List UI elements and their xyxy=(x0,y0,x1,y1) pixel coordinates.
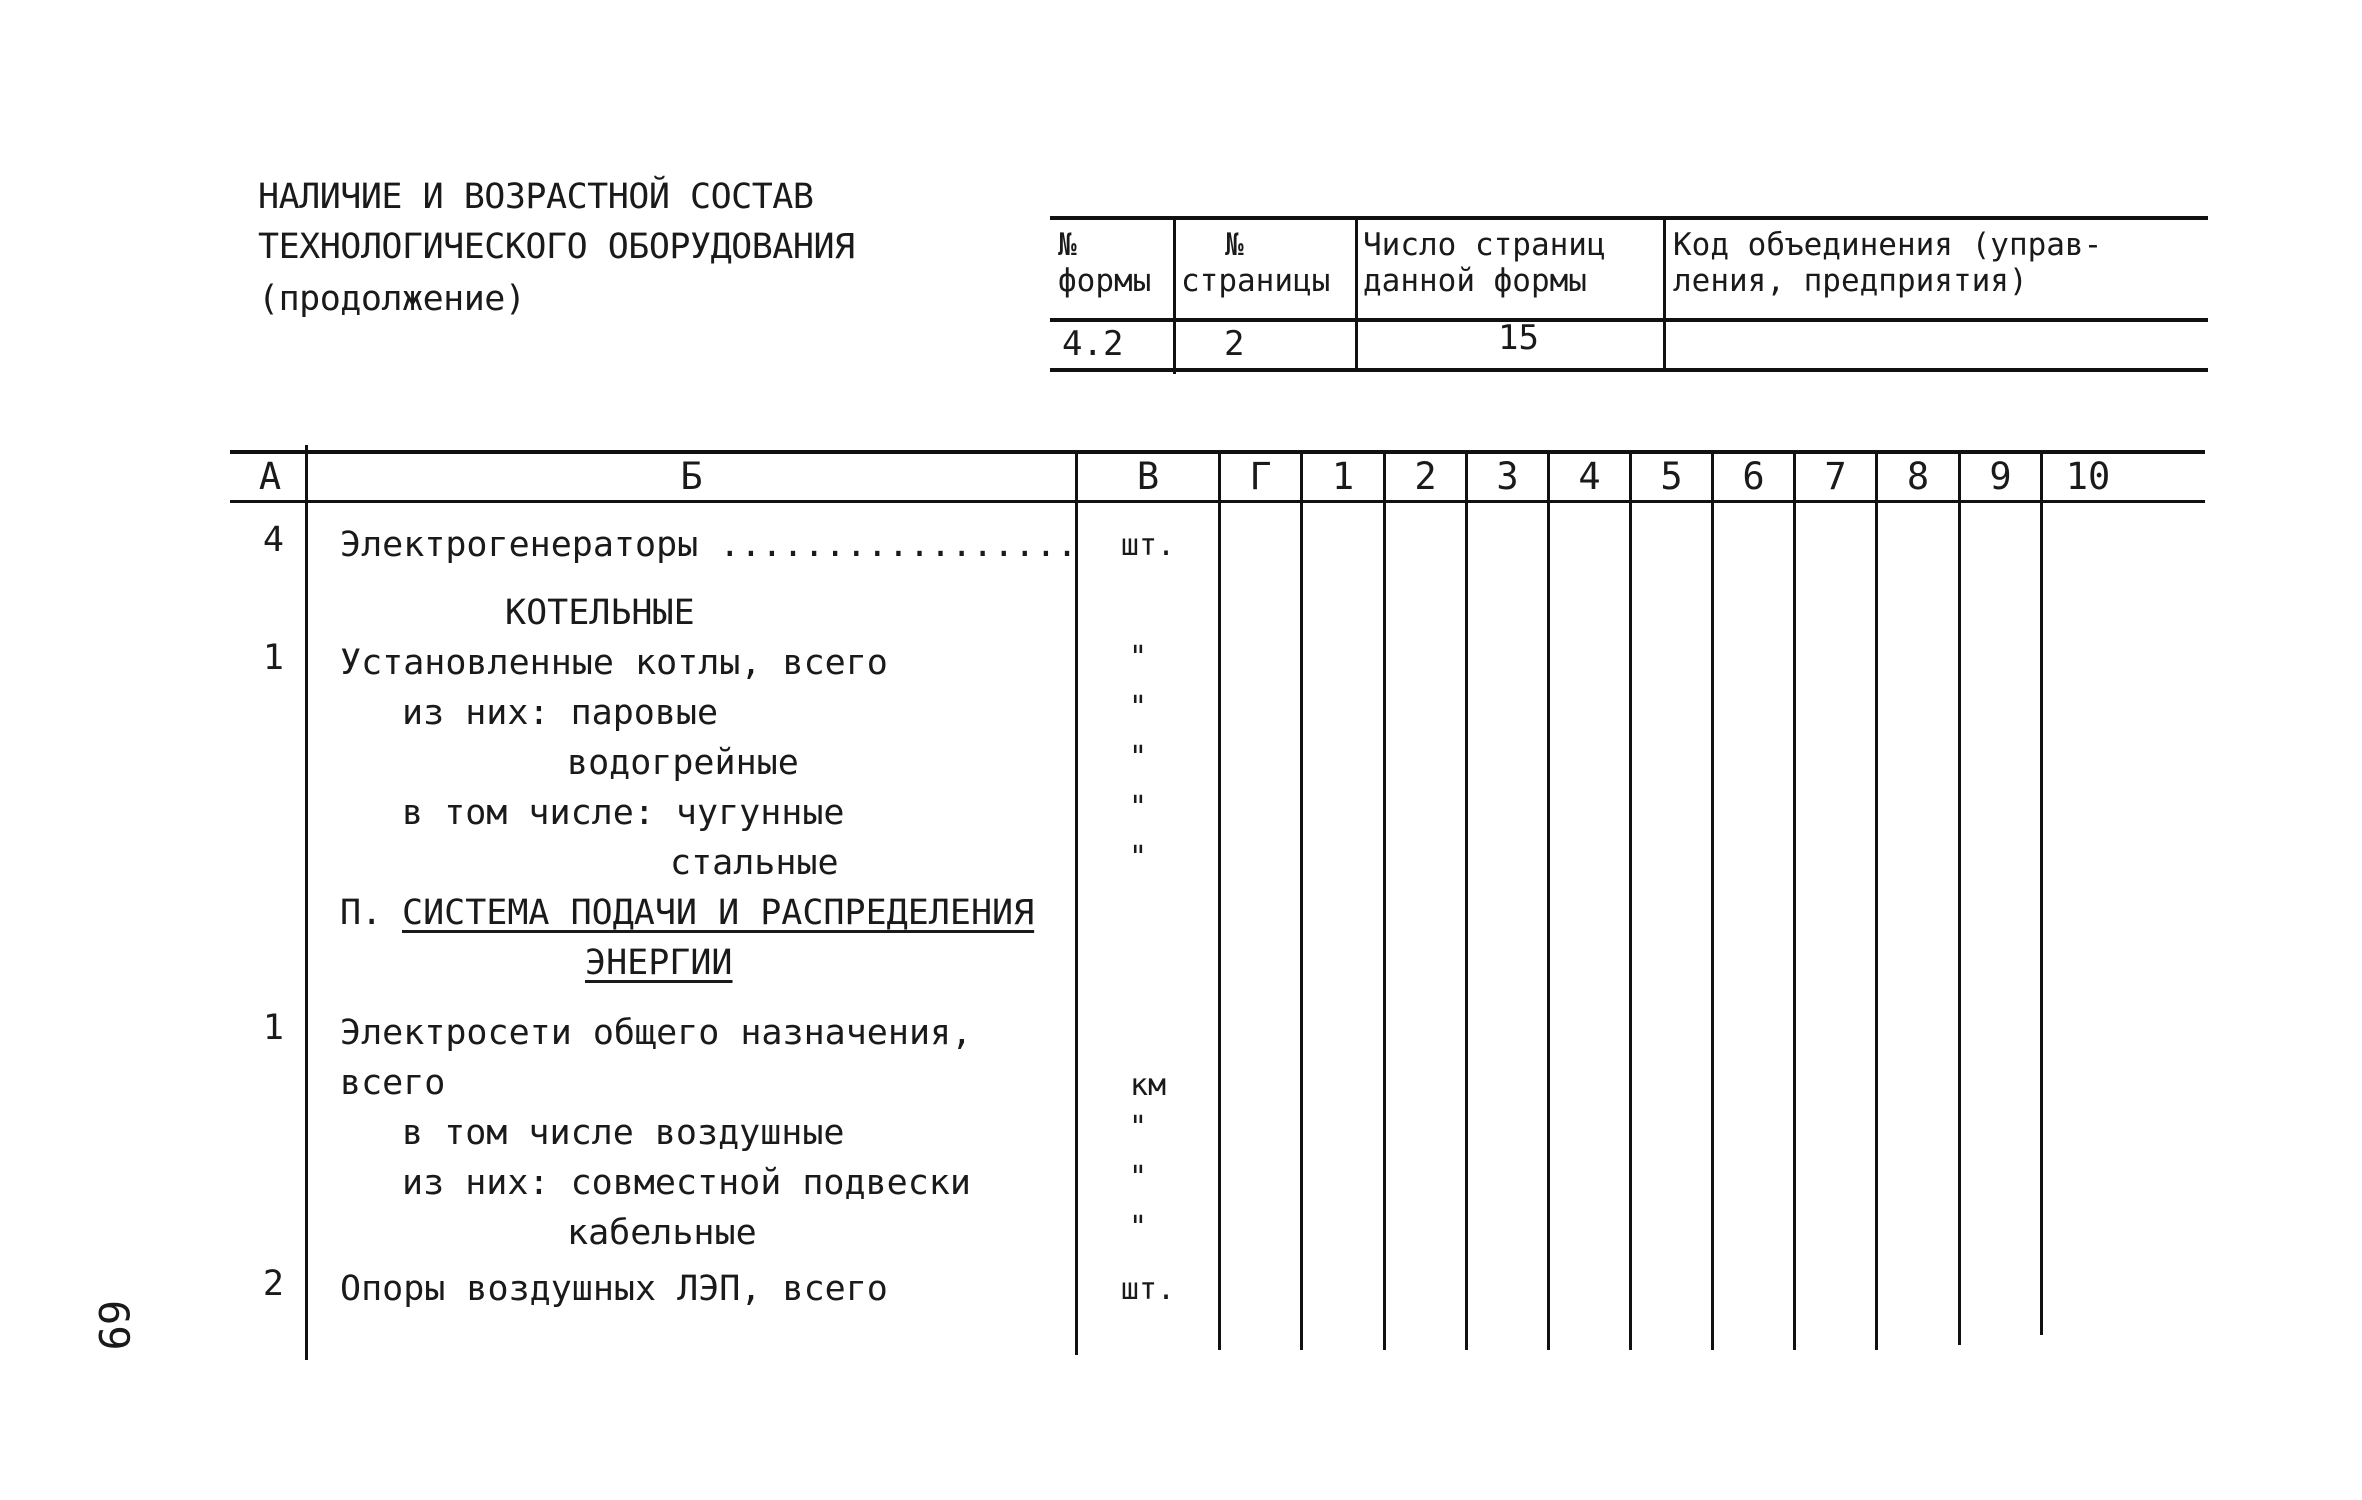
row-unit: " xyxy=(1128,1210,1148,1245)
row-label: из них: паровые xyxy=(402,693,719,733)
row-label: Установленные котлы, всего xyxy=(340,643,888,683)
column-divider xyxy=(1218,450,1221,1350)
row-label: Опоры воздушных ЛЭП, всего xyxy=(340,1269,888,1309)
column-header: 1 xyxy=(1331,455,1355,498)
form-title-line-3: (продолжение) xyxy=(258,279,526,319)
column-header: 9 xyxy=(1989,455,2012,498)
column-header: А xyxy=(258,455,282,498)
info-table-divider xyxy=(1663,216,1666,368)
column-divider xyxy=(1875,450,1878,1350)
section-heading: ЭНЕРГИИ xyxy=(585,943,733,983)
page-number-value: 2 xyxy=(1224,324,1245,364)
info-table-divider xyxy=(1355,216,1358,368)
row-label: всего xyxy=(340,1063,446,1103)
column-header: 7 xyxy=(1824,455,1847,498)
organization-code-label: ления, предприятия) xyxy=(1673,263,2028,299)
pages-count-label: Число страниц xyxy=(1363,227,1606,263)
column-header: 3 xyxy=(1496,455,1519,498)
info-table-top-border xyxy=(1050,216,2208,220)
column-divider xyxy=(1711,450,1714,1350)
form-number-label: формы xyxy=(1058,263,1152,299)
organization-code-label: Код объединения (управ- xyxy=(1673,227,2103,263)
row-label: в том числе воздушные xyxy=(402,1113,845,1153)
row-label: стальные xyxy=(670,843,839,883)
row-number: 2 xyxy=(262,1264,284,1304)
row-unit: " xyxy=(1128,690,1148,725)
row-unit: шт. xyxy=(1120,1272,1176,1307)
form-number-label: № xyxy=(1058,227,1077,263)
row-unit: " xyxy=(1128,840,1148,875)
row-unit: " xyxy=(1128,790,1148,825)
row-unit: " xyxy=(1128,1110,1148,1145)
row-label: Электросети общего назначения, xyxy=(340,1013,973,1053)
column-divider xyxy=(1465,450,1468,1350)
row-label: из них: совместной подвески xyxy=(402,1163,971,1203)
row-unit: " xyxy=(1128,640,1148,675)
page-number-label: страницы xyxy=(1181,263,1331,299)
column-divider xyxy=(1629,450,1632,1350)
pages-count-value: 15 xyxy=(1498,318,1539,358)
column-header: 6 xyxy=(1742,455,1765,498)
column-divider xyxy=(1958,450,1961,1345)
info-table-mid-border xyxy=(1050,318,2208,322)
column-header: 10 xyxy=(2065,455,2111,498)
column-header: 5 xyxy=(1660,455,1683,498)
column-header: 4 xyxy=(1578,455,1601,498)
row-number: 1 xyxy=(262,638,284,678)
column-header: 2 xyxy=(1414,455,1437,498)
section-number: П. xyxy=(340,893,383,933)
column-header: В xyxy=(1136,455,1160,498)
row-number: 1 xyxy=(262,1008,284,1048)
column-header: Г xyxy=(1249,455,1272,498)
row-label: в том числе: чугунные xyxy=(402,793,845,833)
pages-count-label: данной формы xyxy=(1363,263,1587,299)
column-divider xyxy=(1793,450,1796,1350)
page-number: 69 xyxy=(89,1300,138,1351)
row-number: 4 xyxy=(262,520,284,560)
form-title-line-1: НАЛИЧИЕ И ВОЗРАСТНОЙ СОСТАВ xyxy=(258,177,814,217)
info-table-bottom-border xyxy=(1050,368,2208,372)
column-divider xyxy=(305,445,308,1360)
row-unit: " xyxy=(1128,740,1148,775)
form-number-value: 4.2 xyxy=(1062,324,1124,364)
row-label: водогрейные xyxy=(567,743,799,783)
row-unit: " xyxy=(1128,1160,1148,1195)
column-header: Б xyxy=(680,455,703,498)
section-heading: СИСТЕМА ПОДАЧИ И РАСПРЕДЕЛЕНИЯ xyxy=(402,893,1035,933)
info-table-divider xyxy=(1173,216,1176,374)
row-unit: км xyxy=(1129,1068,1167,1103)
column-divider xyxy=(1547,450,1550,1350)
row-label: кабельные xyxy=(567,1213,757,1253)
column-divider xyxy=(1383,450,1386,1350)
column-divider xyxy=(1300,450,1303,1350)
column-header: 8 xyxy=(1906,455,1930,498)
form-title-line-2: ТЕХНОЛОГИЧЕСКОГО ОБОРУДОВАНИЯ xyxy=(258,227,855,267)
section-heading: КОТЕЛЬНЫЕ xyxy=(505,593,695,633)
page-number-label: № xyxy=(1225,227,1244,263)
row-label: Электрогенераторы ................. xyxy=(340,525,1078,565)
column-divider xyxy=(2040,450,2043,1335)
row-unit: шт. xyxy=(1120,528,1176,563)
